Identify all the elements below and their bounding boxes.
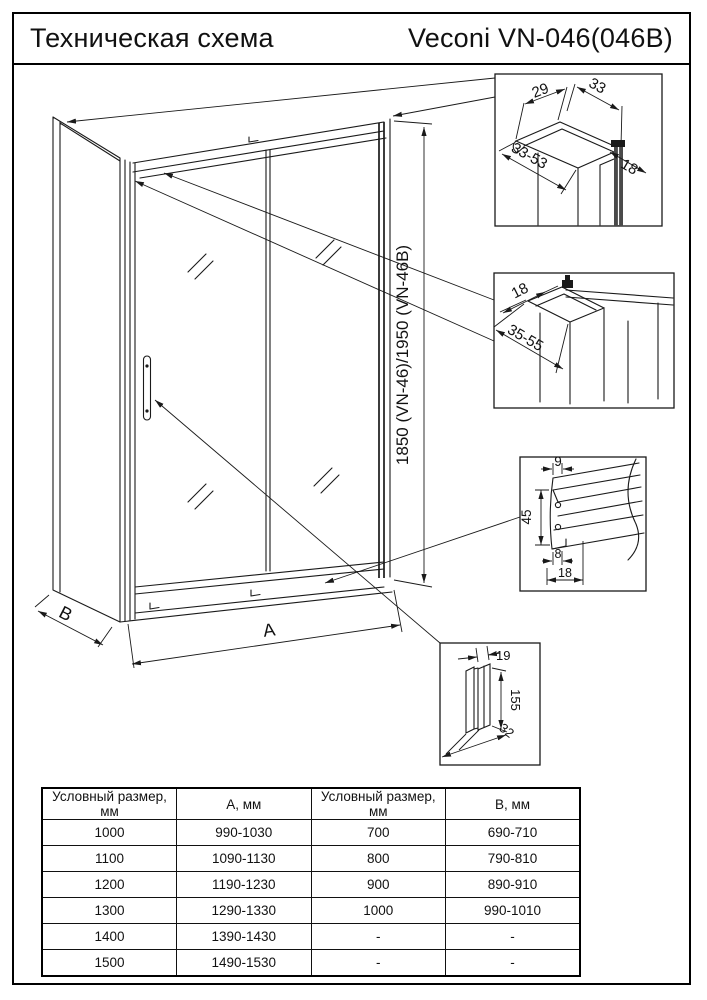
table-cell: 1400 — [42, 924, 177, 950]
table-row — [42, 872, 580, 898]
col-header-b: В, мм — [446, 788, 581, 820]
table-cell: 1290-1330 — [177, 898, 312, 924]
table-cell: - — [311, 924, 446, 950]
table-cell: 1000 — [311, 898, 446, 924]
dim-18-wall-label: 18 — [508, 279, 532, 303]
table-cell: 1490-1530 — [177, 950, 312, 977]
table-row — [42, 846, 580, 872]
table-row — [42, 924, 580, 950]
size-table — [41, 787, 581, 977]
dim-35-55-label: 35-55 — [504, 321, 547, 356]
dim-18-bottom-label: 18 — [558, 566, 572, 580]
table-cell: 990-1010 — [446, 898, 581, 924]
detail-box-top-rail — [495, 74, 662, 226]
detail-box-handle — [440, 643, 540, 765]
table-cell: - — [446, 950, 581, 977]
table-cell: 1190-1230 — [177, 872, 312, 898]
detail-box-bottom-rail — [519, 454, 646, 591]
table-cell: 790-810 — [446, 846, 581, 872]
table-cell: 990-1030 — [177, 820, 312, 846]
col-header-nominal-b: Условный размер, мм — [311, 788, 446, 820]
dim-19-label: 19 — [496, 648, 511, 663]
table-cell: 1300 — [42, 898, 177, 924]
table-row — [42, 898, 580, 924]
table-cell: 900 — [311, 872, 446, 898]
detail-box-wall-profile — [494, 273, 674, 408]
dim-29-label: 29 — [529, 79, 552, 102]
dim-45-label: 45 — [519, 509, 534, 525]
table-cell: 690-710 — [446, 820, 581, 846]
table-cell: - — [446, 924, 581, 950]
col-header-a: А, мм — [177, 788, 312, 820]
table-cell: 1500 — [42, 950, 177, 977]
dim-33-53-label: 33-53 — [508, 139, 551, 173]
table-cell: 800 — [311, 846, 446, 872]
dim-9-label: 9 — [554, 454, 562, 469]
width-dimension-label: A — [261, 619, 277, 641]
table-cell: 1100 — [42, 846, 177, 872]
table-row — [42, 950, 580, 977]
table-cell: 1000 — [42, 820, 177, 846]
table-cell: 1090-1130 — [177, 846, 312, 872]
page-title: Техническая схема — [30, 23, 274, 53]
table-cell: 1200 — [42, 872, 177, 898]
dim-32-label: 32 — [496, 720, 518, 741]
glass-marks — [188, 240, 341, 509]
dim-18-top-label: 18 — [617, 155, 641, 179]
table-cell: 700 — [311, 820, 446, 846]
dim-33-label: 33 — [585, 74, 609, 98]
depth-dimension-label: B — [55, 602, 76, 626]
main-shower-drawing — [53, 117, 392, 622]
table-cell: - — [311, 950, 446, 977]
table-row — [42, 820, 580, 846]
product-model: Veconi VN-046(046B) — [408, 23, 673, 53]
col-header-nominal-a: Условный размер, мм — [42, 788, 177, 820]
dim-155-label: 155 — [508, 689, 523, 711]
size-table-header-row — [42, 788, 580, 820]
height-dimension-label: 1850 (VN-46)/1950 (VN-46B) — [393, 244, 412, 466]
table-cell: 890-910 — [446, 872, 581, 898]
dim-8-label: 8 — [554, 547, 562, 561]
table-cell: 1390-1430 — [177, 924, 312, 950]
